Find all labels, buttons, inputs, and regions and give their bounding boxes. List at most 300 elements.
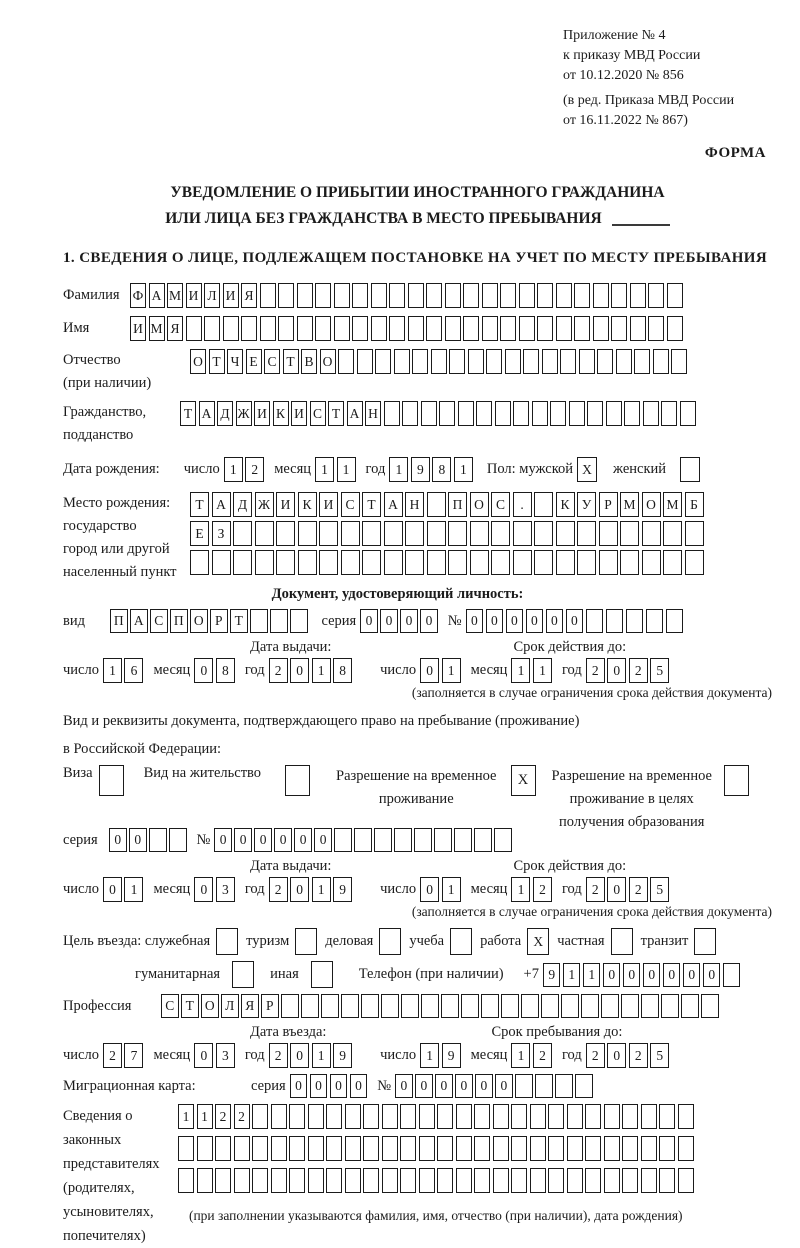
char-box[interactable]	[382, 1104, 398, 1129]
char-box[interactable]: С	[310, 401, 326, 426]
char-box[interactable]	[278, 283, 294, 308]
char-box[interactable]	[548, 1104, 564, 1129]
char-box[interactable]	[556, 283, 572, 308]
char-box[interactable]	[537, 316, 553, 341]
char-box[interactable]	[326, 1168, 342, 1193]
res-issue-day-input[interactable]	[103, 877, 144, 902]
char-box[interactable]: Т	[181, 994, 199, 1018]
char-box[interactable]: С	[341, 492, 360, 517]
char-box[interactable]: Р	[261, 994, 279, 1018]
char-box[interactable]	[419, 1104, 435, 1129]
char-box[interactable]: 0	[475, 1074, 493, 1098]
char-box[interactable]	[382, 1136, 398, 1161]
char-box[interactable]	[474, 1136, 490, 1161]
char-box[interactable]	[197, 1136, 213, 1161]
char-box[interactable]: 2	[234, 1104, 250, 1129]
char-box[interactable]	[197, 1168, 213, 1193]
char-box[interactable]	[574, 283, 590, 308]
char-box[interactable]	[641, 994, 659, 1018]
char-box[interactable]	[216, 928, 238, 955]
entry-month-input[interactable]	[194, 1043, 235, 1068]
char-box[interactable]: З	[212, 521, 231, 546]
char-box[interactable]	[319, 550, 338, 575]
char-box[interactable]	[620, 550, 639, 575]
char-box[interactable]	[456, 1168, 472, 1193]
char-box[interactable]	[384, 401, 400, 426]
representatives-input-row3[interactable]	[178, 1168, 694, 1193]
entry-year-input[interactable]	[269, 1043, 353, 1068]
char-box[interactable]	[281, 994, 299, 1018]
char-box[interactable]: 0	[486, 609, 504, 633]
char-box[interactable]: 1	[389, 457, 408, 482]
birth-month-input[interactable]	[315, 457, 356, 482]
char-box[interactable]	[724, 765, 749, 796]
char-box[interactable]: О	[201, 994, 219, 1018]
char-box[interactable]: А	[384, 492, 403, 517]
char-box[interactable]: Д	[217, 401, 233, 426]
char-box[interactable]	[624, 401, 640, 426]
char-box[interactable]	[494, 828, 512, 852]
char-box[interactable]	[567, 1104, 583, 1129]
char-box[interactable]	[252, 1136, 268, 1161]
char-box[interactable]	[561, 994, 579, 1018]
char-box[interactable]: 0	[623, 963, 641, 987]
char-box[interactable]	[634, 349, 650, 374]
char-box[interactable]: С	[161, 994, 179, 1018]
char-box[interactable]: 2	[269, 658, 288, 683]
representatives-input-row2[interactable]	[178, 1136, 694, 1161]
char-box[interactable]	[271, 1136, 287, 1161]
char-box[interactable]	[278, 316, 294, 341]
char-box[interactable]: 0	[330, 1074, 348, 1098]
char-box[interactable]: К	[556, 492, 575, 517]
char-box[interactable]	[345, 1136, 361, 1161]
char-box[interactable]	[427, 521, 446, 546]
char-box[interactable]: 2	[629, 877, 648, 902]
purpose-work-checkbox[interactable]	[527, 928, 549, 955]
char-box[interactable]	[474, 1168, 490, 1193]
char-box[interactable]	[604, 1136, 620, 1161]
res-valid-month-input[interactable]	[511, 877, 552, 902]
char-box[interactable]	[381, 994, 399, 1018]
char-box[interactable]	[621, 994, 639, 1018]
char-box[interactable]: К	[273, 401, 289, 426]
char-box[interactable]	[611, 283, 627, 308]
char-box[interactable]	[534, 521, 553, 546]
char-box[interactable]	[212, 550, 231, 575]
char-box[interactable]	[315, 316, 331, 341]
char-box[interactable]: 5	[650, 877, 669, 902]
char-box[interactable]: Д	[233, 492, 252, 517]
char-box[interactable]: Я	[241, 283, 257, 308]
char-box[interactable]: И	[291, 401, 307, 426]
char-box[interactable]	[178, 1168, 194, 1193]
char-box[interactable]	[680, 401, 696, 426]
char-box[interactable]	[319, 521, 338, 546]
char-box[interactable]	[375, 349, 391, 374]
purpose-study-checkbox[interactable]	[450, 928, 472, 955]
char-box[interactable]: С	[264, 349, 280, 374]
char-box[interactable]	[223, 316, 239, 341]
char-box[interactable]: С	[150, 609, 168, 633]
char-box[interactable]: М	[663, 492, 682, 517]
char-box[interactable]: 2	[269, 877, 288, 902]
char-box[interactable]	[530, 1104, 546, 1129]
char-box[interactable]: П	[110, 609, 128, 633]
char-box[interactable]	[400, 1104, 416, 1129]
char-box[interactable]	[685, 550, 704, 575]
char-box[interactable]	[252, 1168, 268, 1193]
char-box[interactable]	[532, 401, 548, 426]
char-box[interactable]: 9	[411, 457, 430, 482]
id-issue-year-input[interactable]	[269, 658, 353, 683]
visa-checkbox[interactable]	[99, 765, 124, 796]
char-box[interactable]: 0	[214, 828, 232, 852]
char-box[interactable]	[289, 1104, 305, 1129]
char-box[interactable]	[606, 609, 624, 633]
char-box[interactable]	[470, 521, 489, 546]
char-box[interactable]	[437, 1168, 453, 1193]
char-box[interactable]	[648, 283, 664, 308]
char-box[interactable]: М	[149, 316, 165, 341]
char-box[interactable]	[593, 283, 609, 308]
char-box[interactable]: 0	[294, 828, 312, 852]
char-box[interactable]: Ч	[227, 349, 243, 374]
temp-residence-edu-checkbox[interactable]	[724, 765, 749, 796]
char-box[interactable]	[474, 1104, 490, 1129]
char-box[interactable]	[653, 349, 669, 374]
char-box[interactable]	[513, 521, 532, 546]
char-box[interactable]	[585, 1168, 601, 1193]
char-box[interactable]	[437, 1104, 453, 1129]
char-box[interactable]: М	[620, 492, 639, 517]
char-box[interactable]: Я	[167, 316, 183, 341]
patronymic-input[interactable]	[190, 349, 687, 374]
char-box[interactable]	[567, 1168, 583, 1193]
char-box[interactable]	[414, 828, 432, 852]
char-box[interactable]	[548, 1168, 564, 1193]
char-box[interactable]	[569, 401, 585, 426]
char-box[interactable]	[298, 521, 317, 546]
char-box[interactable]: 1	[511, 877, 530, 902]
char-box[interactable]: Ж	[255, 492, 274, 517]
purpose-other-checkbox[interactable]	[311, 961, 333, 988]
birthplace-input-row1[interactable]	[190, 492, 704, 517]
char-box[interactable]	[493, 1104, 509, 1129]
char-box[interactable]	[354, 828, 372, 852]
char-box[interactable]: .	[513, 492, 532, 517]
char-box[interactable]	[454, 828, 472, 852]
char-box[interactable]: 2	[586, 877, 605, 902]
char-box[interactable]	[511, 1168, 527, 1193]
char-box[interactable]	[405, 521, 424, 546]
char-box[interactable]: И	[130, 316, 146, 341]
char-box[interactable]: 0	[290, 877, 309, 902]
char-box[interactable]: 2	[586, 1043, 605, 1068]
char-box[interactable]	[301, 994, 319, 1018]
char-box[interactable]: Т	[209, 349, 225, 374]
temp-residence-checkbox[interactable]	[511, 765, 536, 796]
char-box[interactable]	[491, 550, 510, 575]
char-box[interactable]	[326, 1104, 342, 1129]
char-box[interactable]	[641, 1136, 657, 1161]
char-box[interactable]	[537, 283, 553, 308]
char-box[interactable]	[434, 828, 452, 852]
char-box[interactable]	[394, 828, 412, 852]
char-box[interactable]	[384, 521, 403, 546]
char-box[interactable]: 0	[607, 877, 626, 902]
char-box[interactable]	[169, 828, 187, 852]
char-box[interactable]: 9	[333, 1043, 352, 1068]
char-box[interactable]: 0	[254, 828, 272, 852]
char-box[interactable]: И	[319, 492, 338, 517]
char-box[interactable]	[215, 1136, 231, 1161]
char-box[interactable]	[667, 283, 683, 308]
char-box[interactable]	[308, 1136, 324, 1161]
doc-type-input[interactable]	[110, 609, 308, 633]
char-box[interactable]: Ф	[130, 283, 146, 308]
char-box[interactable]	[315, 283, 331, 308]
representatives-input-row1[interactable]	[178, 1104, 694, 1129]
char-box[interactable]	[630, 316, 646, 341]
char-box[interactable]	[511, 1136, 527, 1161]
char-box[interactable]: 2	[103, 1043, 122, 1068]
entry-day-input[interactable]	[103, 1043, 144, 1068]
char-box[interactable]	[270, 609, 288, 633]
char-box[interactable]	[534, 492, 553, 517]
char-box[interactable]: М	[167, 283, 183, 308]
char-box[interactable]	[389, 283, 405, 308]
char-box[interactable]: 1	[563, 963, 581, 987]
char-box[interactable]	[297, 283, 313, 308]
birthplace-input-row2[interactable]	[190, 521, 704, 546]
char-box[interactable]: К	[298, 492, 317, 517]
char-box[interactable]	[597, 349, 613, 374]
char-box[interactable]: 9	[442, 1043, 461, 1068]
char-box[interactable]	[648, 316, 664, 341]
char-box[interactable]	[419, 1168, 435, 1193]
char-box[interactable]	[604, 1104, 620, 1129]
char-box[interactable]: 1	[312, 1043, 331, 1068]
char-box[interactable]	[341, 521, 360, 546]
char-box[interactable]	[445, 316, 461, 341]
surname-input[interactable]	[130, 283, 683, 308]
char-box[interactable]	[622, 1104, 638, 1129]
char-box[interactable]	[515, 1074, 533, 1098]
char-box[interactable]: 0	[420, 877, 439, 902]
char-box[interactable]	[541, 994, 559, 1018]
char-box[interactable]	[234, 1136, 250, 1161]
char-box[interactable]	[362, 550, 381, 575]
char-box[interactable]	[382, 1168, 398, 1193]
char-box[interactable]	[493, 1136, 509, 1161]
char-box[interactable]: А	[130, 609, 148, 633]
profession-input[interactable]	[161, 994, 719, 1018]
char-box[interactable]	[362, 521, 381, 546]
char-box[interactable]: 0	[566, 609, 584, 633]
char-box[interactable]	[186, 316, 202, 341]
char-box[interactable]	[252, 1104, 268, 1129]
id-issue-day-input[interactable]	[103, 658, 144, 683]
char-box[interactable]	[577, 521, 596, 546]
char-box[interactable]	[560, 349, 576, 374]
char-box[interactable]	[556, 316, 572, 341]
char-box[interactable]	[345, 1104, 361, 1129]
char-box[interactable]: X	[527, 928, 549, 955]
char-box[interactable]: 1	[337, 457, 356, 482]
purpose-humanitarian-checkbox[interactable]	[232, 961, 254, 988]
char-box[interactable]	[276, 521, 295, 546]
char-box[interactable]	[694, 928, 716, 955]
res-doc-number-input[interactable]	[214, 828, 512, 852]
char-box[interactable]	[500, 283, 516, 308]
char-box[interactable]: 8	[333, 658, 352, 683]
char-box[interactable]	[513, 550, 532, 575]
char-box[interactable]: 9	[543, 963, 561, 987]
char-box[interactable]	[400, 1136, 416, 1161]
char-box[interactable]: У	[577, 492, 596, 517]
char-box[interactable]	[611, 928, 633, 955]
birthplace-input-row3[interactable]	[190, 550, 704, 575]
char-box[interactable]	[663, 521, 682, 546]
char-box[interactable]: О	[190, 609, 208, 633]
char-box[interactable]: 0	[607, 658, 626, 683]
char-box[interactable]	[519, 283, 535, 308]
char-box[interactable]	[535, 1074, 553, 1098]
char-box[interactable]	[542, 349, 558, 374]
char-box[interactable]: 2	[533, 877, 552, 902]
char-box[interactable]: 0	[435, 1074, 453, 1098]
char-box[interactable]	[521, 994, 539, 1018]
char-box[interactable]: 0	[194, 1043, 213, 1068]
char-box[interactable]	[285, 765, 310, 796]
char-box[interactable]	[630, 283, 646, 308]
char-box[interactable]	[345, 1168, 361, 1193]
char-box[interactable]	[295, 928, 317, 955]
char-box[interactable]	[663, 550, 682, 575]
char-box[interactable]	[585, 1136, 601, 1161]
char-box[interactable]	[548, 1136, 564, 1161]
res-doc-series-input[interactable]	[109, 828, 187, 852]
char-box[interactable]: П	[448, 492, 467, 517]
char-box[interactable]: 3	[216, 877, 235, 902]
char-box[interactable]: Р	[210, 609, 228, 633]
char-box[interactable]	[412, 349, 428, 374]
char-box[interactable]: 0	[290, 1043, 309, 1068]
char-box[interactable]	[384, 550, 403, 575]
char-box[interactable]: Е	[190, 521, 209, 546]
char-box[interactable]: 0	[350, 1074, 368, 1098]
char-box[interactable]	[626, 609, 644, 633]
res-valid-year-input[interactable]	[586, 877, 670, 902]
migration-number-input[interactable]	[395, 1074, 593, 1098]
char-box[interactable]	[530, 1168, 546, 1193]
char-box[interactable]: И	[276, 492, 295, 517]
stay-year-input[interactable]	[586, 1043, 670, 1068]
char-box[interactable]: 1	[312, 877, 331, 902]
char-box[interactable]: 2	[629, 1043, 648, 1068]
char-box[interactable]	[233, 550, 252, 575]
char-box[interactable]: 0	[380, 609, 398, 633]
char-box[interactable]	[519, 316, 535, 341]
char-box[interactable]: 2	[269, 1043, 288, 1068]
char-box[interactable]	[271, 1168, 287, 1193]
char-box[interactable]	[599, 550, 618, 575]
char-box[interactable]: X	[511, 765, 536, 796]
char-box[interactable]: С	[491, 492, 510, 517]
char-box[interactable]: В	[301, 349, 317, 374]
sex-male-checkbox[interactable]	[577, 457, 597, 482]
char-box[interactable]	[352, 283, 368, 308]
char-box[interactable]	[363, 1104, 379, 1129]
id-valid-year-input[interactable]	[586, 658, 670, 683]
char-box[interactable]: 0	[415, 1074, 433, 1098]
char-box[interactable]	[405, 550, 424, 575]
char-box[interactable]: 0	[103, 877, 122, 902]
char-box[interactable]: А	[149, 283, 165, 308]
char-box[interactable]	[611, 316, 627, 341]
char-box[interactable]: 0	[703, 963, 721, 987]
char-box[interactable]: 0	[420, 609, 438, 633]
purpose-business-checkbox[interactable]	[379, 928, 401, 955]
char-box[interactable]	[402, 401, 418, 426]
res-issue-year-input[interactable]	[269, 877, 353, 902]
char-box[interactable]	[426, 316, 442, 341]
char-box[interactable]: 1	[178, 1104, 194, 1129]
char-box[interactable]	[311, 961, 333, 988]
char-box[interactable]: А	[212, 492, 231, 517]
char-box[interactable]	[458, 401, 474, 426]
char-box[interactable]	[680, 457, 700, 482]
char-box[interactable]: X	[577, 457, 597, 482]
char-box[interactable]	[575, 1074, 593, 1098]
char-box[interactable]	[666, 609, 684, 633]
char-box[interactable]	[482, 316, 498, 341]
stay-month-input[interactable]	[511, 1043, 552, 1068]
doc-series-input[interactable]	[360, 609, 438, 633]
char-box[interactable]	[234, 1168, 250, 1193]
char-box[interactable]	[250, 609, 268, 633]
id-valid-month-input[interactable]	[511, 658, 552, 683]
char-box[interactable]	[513, 401, 529, 426]
char-box[interactable]	[334, 828, 352, 852]
residence-permit-checkbox[interactable]	[285, 765, 310, 796]
char-box[interactable]	[581, 994, 599, 1018]
char-box[interactable]	[439, 401, 455, 426]
char-box[interactable]	[308, 1168, 324, 1193]
char-box[interactable]	[427, 492, 446, 517]
char-box[interactable]: 7	[124, 1043, 143, 1068]
char-box[interactable]	[681, 994, 699, 1018]
char-box[interactable]	[511, 1104, 527, 1129]
char-box[interactable]	[321, 994, 339, 1018]
char-box[interactable]	[190, 550, 209, 575]
char-box[interactable]: 2	[245, 457, 264, 482]
char-box[interactable]	[463, 283, 479, 308]
char-box[interactable]	[389, 316, 405, 341]
char-box[interactable]: Е	[246, 349, 262, 374]
char-box[interactable]: 0	[663, 963, 681, 987]
purpose-official-checkbox[interactable]	[216, 928, 238, 955]
char-box[interactable]	[501, 994, 519, 1018]
char-box[interactable]	[661, 994, 679, 1018]
char-box[interactable]: 1	[224, 457, 243, 482]
char-box[interactable]	[606, 401, 622, 426]
char-box[interactable]: Н	[365, 401, 381, 426]
char-box[interactable]	[643, 401, 659, 426]
char-box[interactable]	[449, 349, 465, 374]
char-box[interactable]: 2	[629, 658, 648, 683]
